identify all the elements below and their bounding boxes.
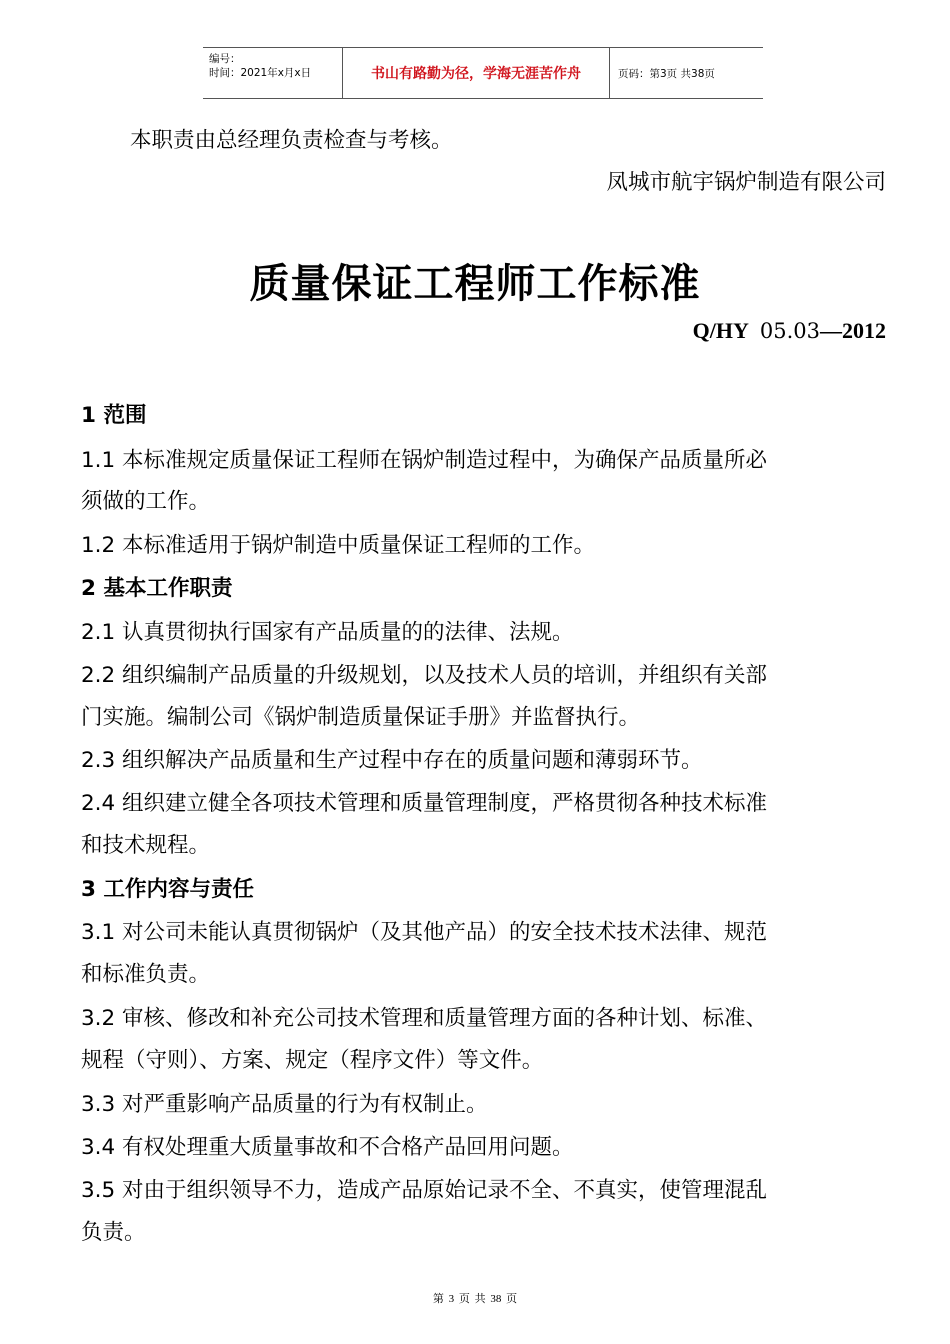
paragraph-3-1-line-1: 3.1 对公司未能认真贯彻锅炉（及其他产品）的安全技术技术法律、规范: [81, 920, 768, 945]
header-meta: [203, 48, 343, 98]
paragraph-2-4-line-1: 2.4 组织建立健全各项技术管理和质量管理制度，严格贯彻各种技术标准: [81, 791, 768, 816]
paragraph-3-2-line-1: 3.2 审核、修改和补充公司技术管理和质量管理方面的各种计划、标准、: [81, 1006, 768, 1031]
paragraph-1-2: 1.2 本标准适用于锅炉制造中质量保证工程师的工作。: [81, 533, 596, 558]
paragraph-2-2-line-1: 2.2 组织编制产品质量的升级规划，以及技术人员的培训，并组织有关部: [81, 663, 768, 688]
section-3-heading: 3 工作内容与责任: [81, 877, 254, 902]
header-page-info: 页码：第3页 共38页: [618, 67, 715, 80]
responsibility-statement: 本职责由总经理负责检查与考核。: [130, 128, 453, 153]
section-1-heading: 1 范围: [81, 403, 147, 428]
code-number: 05.03: [759, 319, 820, 343]
document-title: 质量保证工程师工作标准: [249, 261, 701, 307]
paragraph-2-3: 2.3 组织解决产品质量和生产过程中存在的质量问题和薄弱环节。: [81, 748, 703, 773]
page-header: [203, 47, 763, 99]
section-2-heading: 2 基本工作职责: [81, 576, 233, 601]
header-number-label: 编号：: [209, 53, 241, 65]
paragraph-3-5-line-2: 负责。: [81, 1220, 146, 1245]
code-prefix: Q/HY: [692, 318, 749, 343]
paragraph-3-1-line-2: 和标准负责。: [81, 962, 211, 987]
paragraph-2-1: 2.1 认真贯彻执行国家有产品质量的的法律、法规。: [81, 620, 574, 645]
page-footer: 第 3 页 共 38 页: [432, 1293, 518, 1305]
header-motto: 书山有路勤为径，学海无涯苦作舟: [343, 48, 610, 98]
paragraph-3-2-line-2: 规程（守则）、方案、规定（程序文件）等文件。: [81, 1048, 544, 1073]
paragraph-3-5-line-1: 3.5 对由于组织领导不力，造成产品原始记录不全、不真实，使管理混乱: [81, 1178, 768, 1203]
paragraph-2-4-line-2: 和技术规程。: [81, 833, 211, 858]
company-name: 凤城市航宇锅炉制造有限公司: [606, 170, 886, 195]
paragraph-3-4: 3.4 有权处理重大质量事故和不合格产品回用问题。: [81, 1135, 574, 1160]
paragraph-1-1-line-1: 1.1 本标准规定质量保证工程师在锅炉制造过程中，为确保产品质量所必: [81, 448, 768, 473]
code-year: —2012: [820, 318, 886, 343]
paragraph-3-3: 3.3 对严重影响产品质量的行为有权制止。: [81, 1092, 488, 1117]
header-time-label: 时间：2021年x月x日: [209, 67, 312, 79]
document-code: [693, 318, 886, 344]
paragraph-2-2-line-2: 门实施。编制公司《锅炉制造质量保证手册》并监督执行。: [81, 705, 641, 730]
paragraph-1-1-line-2: 须做的工作。: [81, 489, 211, 514]
